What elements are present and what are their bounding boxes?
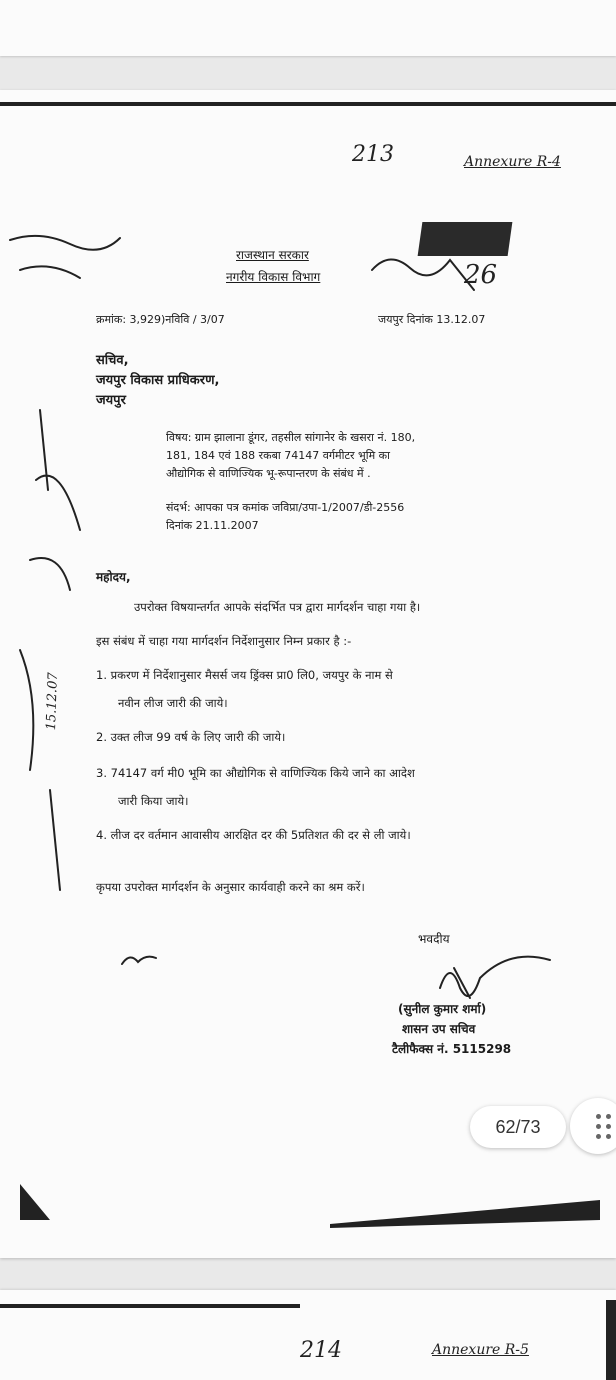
subject-line: 181, 184 एवं 188 रकबा 74147 वर्गमीटर भूमि का xyxy=(166,449,390,462)
scan-bottom-marks xyxy=(0,1180,616,1240)
salutation: महोदय, xyxy=(96,570,131,584)
grid-dot-icon xyxy=(606,1124,611,1129)
grid-dot-icon xyxy=(596,1114,601,1119)
telefax: टैलीफैक्स नं. 5115298 xyxy=(392,1042,512,1056)
next-annexure-label: Annexure R-5 xyxy=(432,1342,529,1358)
stamp-number: 26 xyxy=(464,260,498,290)
stamp-scribble xyxy=(370,240,480,300)
previous-page xyxy=(0,0,616,56)
recipient-line: सचिव, xyxy=(96,353,129,368)
small-mark xyxy=(120,950,160,970)
subject-line: विषय: ग्राम झालाना डूंगर, तहसील सांगानेर के खसरा नं. 180, xyxy=(166,431,416,444)
body-line: 4. लीज दर वर्तमान आवासीय आरक्षित दर की 5प्रतिशत की दर से ली जाये। xyxy=(96,828,411,842)
scanned-page xyxy=(0,90,616,1258)
annexure-label: Annexure R-4 xyxy=(464,154,561,170)
grid-dot-icon xyxy=(606,1114,611,1119)
body-line: इस संबंध में चाहा गया मार्गदर्शन निर्देशानुसार निम्न प्रकार है :- xyxy=(96,634,352,648)
page-counter-badge: 62/73 xyxy=(470,1106,566,1148)
grid-dot-icon xyxy=(596,1134,601,1139)
grid-dot-icon xyxy=(596,1124,601,1129)
signatory-name: (सुनील कुमार शर्मा) xyxy=(398,1002,487,1016)
body-line: उपरोक्त विषयान्तर्गत आपके संदर्भित पत्र द्वारा मार्गदर्शन चाहा गया है। xyxy=(134,600,421,614)
letterhead-line1: राजस्थान सरकार xyxy=(236,248,309,262)
reference-letter: संदर्भ: आपका पत्र कमांक जविप्रा/उपा-1/2007/डी-2556 xyxy=(166,501,405,514)
subject-line: औद्योगिक से वाणिज्यिक भू-रूपान्तरण के संबंध में . xyxy=(166,467,371,480)
scan-top-border xyxy=(0,1304,300,1308)
handwritten-page-number: 213 xyxy=(352,142,394,167)
recipient-line: जयपुर विकास प्राधिकरण, xyxy=(96,373,220,388)
reference-date: जयपुर दिनांक 13.12.07 xyxy=(378,313,486,326)
reference-letter-date: दिनांक 21.11.2007 xyxy=(166,519,259,532)
body-line: नवीन लीज जारी की जाये। xyxy=(118,696,228,710)
next-page-number: 214 xyxy=(300,1338,342,1363)
body-line: कृपया उपरोक्त मार्गदर्शन के अनुसार कार्यवाही करने का श्रम करें। xyxy=(96,880,365,894)
signature xyxy=(420,948,560,1008)
letterhead-line2: नगरीय विकास विभाग xyxy=(226,270,321,284)
body-line: जारी किया जाये। xyxy=(118,794,189,808)
next-page xyxy=(0,1290,616,1380)
grid-dot-icon xyxy=(606,1134,611,1139)
body-line: 1. प्रकरण में निर्देशानुसार मैसर्स जय ड्रिंक्स प्रा0 लि0, जयपुर के नाम से xyxy=(96,668,393,682)
scan-edge xyxy=(606,1300,616,1380)
closing: भवदीय xyxy=(418,932,450,946)
reference-number: क्रमांक: 3,929)नविवि / 3/07 xyxy=(96,313,225,326)
margin-date: 15.12.07 xyxy=(44,672,62,731)
body-line: 3. 74147 वर्ग मी0 भूमि का औद्योगिक से वाणिज्यिक किये जाने का आदेश xyxy=(96,766,415,780)
signatory-designation: शासन उप सचिव xyxy=(402,1022,476,1036)
scan-top-border xyxy=(0,102,616,106)
body-line: 2. उक्त लीज 99 वर्ष के लिए जारी की जाये। xyxy=(96,730,286,744)
recipient-line: जयपुर xyxy=(96,393,126,408)
